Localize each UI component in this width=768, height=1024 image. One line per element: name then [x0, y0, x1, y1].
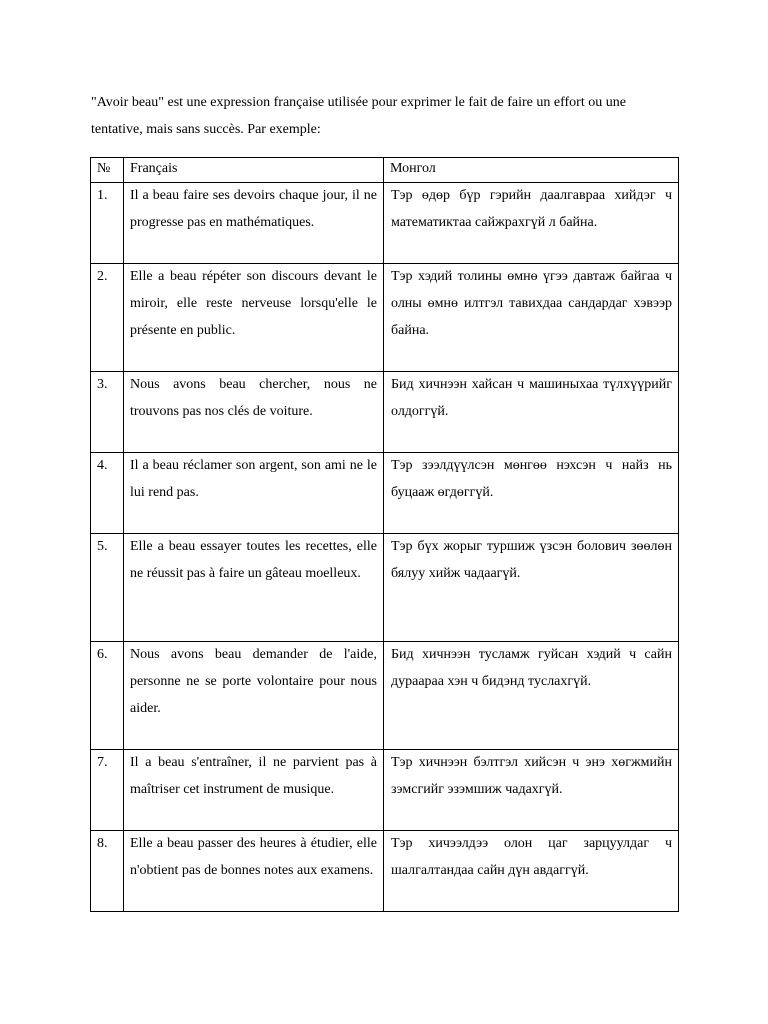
mongolian-cell: Тэр өдөр бүр гэрийн даалгавраа хийдэг ч математиктаа сайжрахгүй л байна. [384, 183, 679, 264]
table-row [91, 453, 679, 534]
intro-paragraph: "Avoir beau" est une expression française utilisée pour exprimer le fait de faire un effort ou une tentative, mais sans succès. Par exemple: [91, 95, 626, 137]
mongolian-cell: Тэр хэдий толины өмнө үгээ давтаж байгаа ч олны өмнө илтгэл тавихдаа сандардаг хэвээр байна. [384, 264, 679, 372]
french-cell: Elle a beau passer des heures à étudier, elle n'obtient pas de bonnes notes aux examens. [124, 831, 384, 912]
table-row [91, 534, 679, 642]
row-number: 6. [91, 642, 124, 750]
french-cell: Nous avons beau demander de l'aide, personne ne se porte volontaire pour nous aider. [124, 642, 384, 750]
mongolian-cell: Бид хичнээн тусламж гуйсан хэдий ч сайн дураараа хэн ч бидэнд туслахгүй. [384, 642, 679, 750]
table-row [91, 372, 679, 453]
row-number: 8. [91, 831, 124, 912]
row-number: 3. [91, 372, 124, 453]
french-cell: Il a beau réclamer son argent, son ami ne le lui rend pas. [124, 453, 384, 534]
translation-table [90, 157, 679, 912]
french-cell: Nous avons beau chercher, nous ne trouvons pas nos clés de voiture. [124, 372, 384, 453]
table-row [91, 831, 679, 912]
mongolian-cell: Тэр хичээлдээ олон цаг зарцуулдаг ч шалгалтандаа сайн дүн авдаггүй. [384, 831, 679, 912]
table-row [91, 183, 679, 264]
row-number: 5. [91, 534, 124, 642]
french-cell: Elle a beau répéter son discours devant le miroir, elle reste nerveuse lorsqu'elle le présente en public. [124, 264, 384, 372]
header-mongolian: Монгол [384, 158, 679, 183]
mongolian-cell: Бид хичнээн хайсан ч машиныхаа түлхүүрийг олдоггүй. [384, 372, 679, 453]
row-number: 7. [91, 750, 124, 831]
mongolian-cell: Тэр хичнээн бэлтгэл хийсэн ч энэ хөгжмийн зэмсгийг эзэмшиж чадахгүй. [384, 750, 679, 831]
header-french: Français [124, 158, 384, 183]
table-row [91, 750, 679, 831]
row-number: 1. [91, 183, 124, 264]
mongolian-cell: Тэр зээлдүүлсэн мөнгөө нэхсэн ч найз нь буцааж өгдөггүй. [384, 453, 679, 534]
row-number: 4. [91, 453, 124, 534]
mongolian-cell: Тэр бүх жорыг туршиж үзсэн болович зөөлөн бялуу хийж чадаагүй. [384, 534, 679, 642]
french-cell: Elle a beau essayer toutes les recettes, elle ne réussit pas à faire un gâteau moelleux. [124, 534, 384, 642]
header-number: № [91, 158, 124, 183]
french-cell: Il a beau s'entraîner, il ne parvient pas à maîtriser cet instrument de musique. [124, 750, 384, 831]
table-row [91, 264, 679, 372]
french-cell: Il a beau faire ses devoirs chaque jour, il ne progresse pas en mathématiques. [124, 183, 384, 264]
table-header-row [91, 158, 679, 183]
table-row [91, 642, 679, 750]
row-number: 2. [91, 264, 124, 372]
